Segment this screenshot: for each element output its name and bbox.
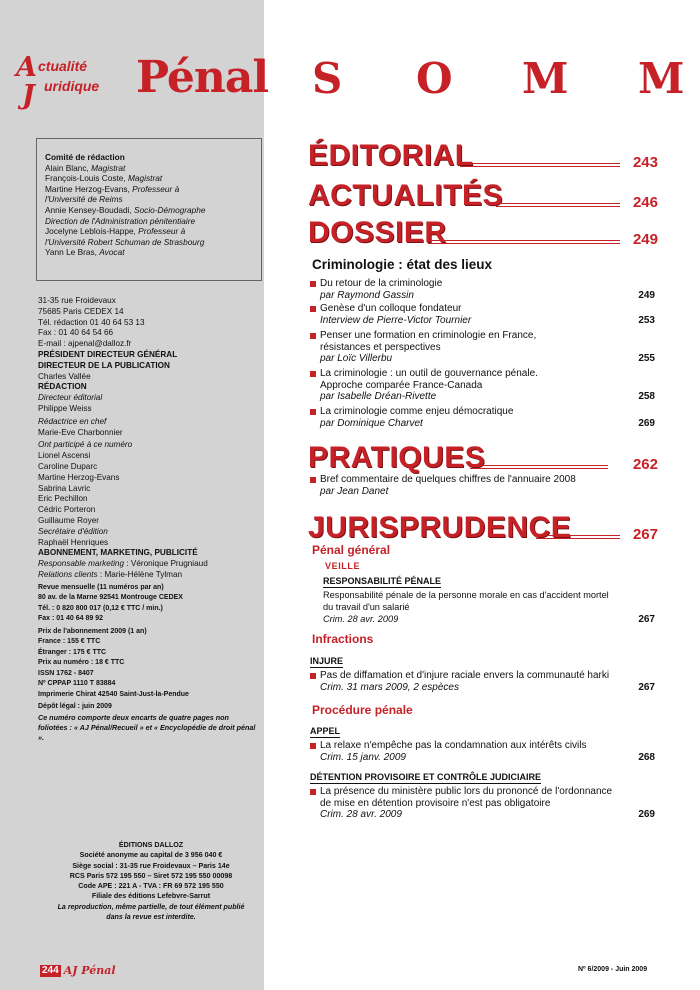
section-page: 249 xyxy=(632,231,658,248)
committee-member: l'Université Robert Schuman de Strasbourg xyxy=(45,236,205,247)
publisher-line: RCS Paris 572 195 550 – Siret 572 195 550 00098 xyxy=(69,871,233,880)
subsection-penal-general: Pénal général xyxy=(312,543,391,557)
publisher-line: Société anonyme au capital de 3 956 040 € xyxy=(79,851,223,860)
item-page: 258 xyxy=(638,391,655,403)
address-line: 75685 Paris CEDEX 14 xyxy=(38,306,124,316)
subsection-infractions: Infractions xyxy=(312,632,374,646)
dossier-title: Criminologie : état des lieux xyxy=(312,257,493,272)
staff-heading: PRÉSIDENT DIRECTEUR GÉNÉRAL xyxy=(38,349,178,359)
entry-text: La présence du ministère public lors du prononcé de l'ordonnance xyxy=(320,786,613,797)
toc-item[interactable] xyxy=(310,474,655,497)
sommaire-header xyxy=(312,54,700,114)
logo-j-letter: J xyxy=(22,80,35,111)
logo-penal: Pénal xyxy=(136,52,269,103)
item-author: par Loïc Villerbu xyxy=(320,353,393,365)
participant: Guillaume Royer xyxy=(38,515,99,525)
item-author: par Raymond Gassin xyxy=(320,289,414,301)
staff-name: Charles Vallée xyxy=(38,371,91,381)
bullet-square-icon xyxy=(310,477,316,483)
toc-entry-injure[interactable] xyxy=(310,670,655,693)
section-page: 246 xyxy=(632,194,658,211)
staff-line: Relations clients : Marie-Hélène Tylman xyxy=(38,569,183,579)
toc-section-pratiques[interactable] xyxy=(308,437,658,473)
logo-a-letter: A xyxy=(16,52,37,83)
entry-text: de mise en détention provisoire n'est pas obligatoire xyxy=(320,797,551,809)
leader-line xyxy=(536,535,620,539)
toc-entry-appel[interactable] xyxy=(310,740,655,763)
leader-line xyxy=(428,240,620,244)
item-title: Bref commentaire de quelques chiffres de l'annuaire 2008 xyxy=(320,474,576,485)
committee-member: Alain Blanc, Magistrat xyxy=(45,162,126,173)
price-line: Imprimerie Chirat 42540 Saint-Just-la-Pendue xyxy=(38,690,189,698)
section-page: 267 xyxy=(632,526,658,543)
staff-name: Philippe Weiss xyxy=(38,403,92,413)
price-line: Étranger : 175 € TTC xyxy=(38,648,107,656)
entry-page: 267 xyxy=(638,681,655,693)
page-footer-left xyxy=(40,964,116,977)
leader-line xyxy=(496,203,620,207)
toc-section-actualites[interactable] xyxy=(308,175,658,211)
section-title: PRATIQUES xyxy=(308,441,486,474)
publisher-line: ÉDITIONS DALLOZ xyxy=(118,841,184,849)
section-page: 262 xyxy=(632,456,658,473)
header-letter: S xyxy=(312,54,343,103)
sidebar xyxy=(0,0,269,990)
bullet-square-icon xyxy=(310,333,316,339)
toc-section-editorial[interactable] xyxy=(308,135,658,171)
bullet-square-icon xyxy=(310,743,316,749)
committee-member: Yann Le Bras, Avocat xyxy=(45,247,125,258)
participant: Cédric Porteron xyxy=(38,505,96,515)
subscription-line: 80 av. de la Marne 92541 Montrouge CEDEX xyxy=(38,594,183,602)
email-line: E-mail : ajpenal@dalloz.fr xyxy=(38,339,132,349)
entry-ref: Crim. 31 mars 2009, 2 espèces xyxy=(320,681,459,693)
subscription-line: Fax : 01 40 64 89 92 xyxy=(38,615,103,623)
item-page: 269 xyxy=(638,417,655,429)
staff-heading: DIRECTEUR DE LA PUBLICATION xyxy=(38,360,170,370)
entry-text: du travail d'un salarié xyxy=(323,601,410,612)
folio-number: 244 xyxy=(42,964,59,976)
entry-ref: Crim. 15 janv. 2009 xyxy=(320,751,406,763)
participant: Lionel Ascensi xyxy=(38,451,91,461)
toc-entry-detention[interactable] xyxy=(310,786,655,821)
toc-item[interactable] xyxy=(310,278,655,301)
toc-section-dossier[interactable] xyxy=(308,212,658,248)
item-author: par Dominique Charvet xyxy=(320,417,423,429)
item-page: 253 xyxy=(638,314,655,326)
journal-logo xyxy=(8,52,269,112)
entry-ref: Crim. 28 avr. 2009 xyxy=(323,613,399,624)
toc-item[interactable] xyxy=(310,368,655,403)
item-author: par Jean Danet xyxy=(320,485,389,497)
veille-label: VEILLE xyxy=(325,561,361,571)
staff-role: Rédactrice en chef xyxy=(38,416,107,426)
rubric-responsabilite: RESPONSABILITÉ PÉNALE xyxy=(323,576,442,586)
staff-role: Ont participé à ce numéro xyxy=(38,440,133,450)
entry-page: 269 xyxy=(638,809,655,821)
section-title: ÉDITORIAL xyxy=(308,139,474,172)
price-line: Prix au numéro : 18 € TTC xyxy=(38,659,125,667)
item-title: Penser une formation en criminologie en France, xyxy=(320,330,537,341)
item-page: 255 xyxy=(638,353,655,365)
item-title: La criminologie : un outil de gouvernance pénale. xyxy=(320,368,538,379)
committee-member: François-Louis Coste, Magistrat xyxy=(45,173,163,184)
rubric-injure: INJURE xyxy=(310,656,344,666)
entry-ref: Crim. 28 avr. 2009 xyxy=(320,809,402,821)
entry-text: La relaxe n'empêche pas la condamnation aux intérêts civils xyxy=(320,740,587,751)
toc-item[interactable] xyxy=(310,406,655,429)
participant: Caroline Duparc xyxy=(38,461,98,471)
publisher-line: Siège social : 31-35 rue Froidevaux – Paris 14e xyxy=(72,861,230,870)
staff-role: Secrétaire d'édition xyxy=(38,526,108,536)
subscription-line: Revue mensuelle (11 numéros par an) xyxy=(38,583,164,591)
committee-member: Annie Kensey-Boudadi, Socio-Démographe xyxy=(45,204,206,215)
header-letter: O xyxy=(416,54,453,103)
insert-note: Ce numéro comporte deux encarts de quatre pages non foliotées : « AJ Pénal/Recueil » et « Encyclopédie de droit pénal ». xyxy=(38,712,256,742)
participant: Martine Herzog-Evans xyxy=(38,472,120,482)
leader-line xyxy=(470,465,608,469)
staff-role: Directeur éditorial xyxy=(38,393,103,403)
staff-line: Responsable marketing : Véronique Prugniaud xyxy=(38,559,208,569)
committee-member: Martine Herzog-Evans, Professeur à xyxy=(45,183,180,194)
section-title: JURISPRUDENCE xyxy=(308,511,572,544)
item-author: Interview de Pierre-Victor Tournier xyxy=(320,314,472,326)
fax-line: Fax : 01 40 64 54 66 xyxy=(38,328,114,338)
item-page: 249 xyxy=(638,289,655,301)
staff-heading: ABONNEMENT, MARKETING, PUBLICITÉ xyxy=(38,548,198,558)
bullet-square-icon xyxy=(310,371,316,377)
bullet-square-icon xyxy=(310,306,316,312)
publisher-line: Code APE : 221 A - TVA : FR 69 572 195 550 xyxy=(78,882,224,891)
publisher-info xyxy=(40,840,262,922)
committee-member: Direction de l'Administration pénitentiaire xyxy=(45,215,196,226)
rubric-appel: APPEL xyxy=(310,726,341,736)
issue-number: Nº 6/2009 - Juin 2009 xyxy=(578,966,648,973)
item-author: par Isabelle Dréan-Rivette xyxy=(320,391,437,403)
footer-logo: AJ Pénal xyxy=(63,964,116,977)
committee-member: Jocelyne Leblois-Happe, Professeur à xyxy=(45,226,186,237)
item-title: Du retour de la criminologie xyxy=(320,278,443,289)
price-line: France : 155 € TTC xyxy=(38,638,101,646)
staff-heading: RÉDACTION xyxy=(38,382,87,392)
entry-text: Pas de diffamation et d'injure raciale envers la communauté harki xyxy=(320,670,610,681)
item-title: Approche comparée France-Canada xyxy=(320,379,483,391)
price-line: Prix de l'abonnement 2009 (1 an) xyxy=(38,627,147,635)
entry-page: 268 xyxy=(638,751,655,763)
entry-page: 267 xyxy=(638,613,655,625)
bullet-square-icon xyxy=(310,789,316,795)
editorial-committee xyxy=(36,138,262,281)
bullet-square-icon xyxy=(310,673,316,679)
bullet-square-icon xyxy=(310,409,316,415)
item-title: La criminologie comme enjeu démocratique xyxy=(320,406,514,417)
toc-section-jurisprudence[interactable] xyxy=(308,507,658,543)
logo-juridique: uridique xyxy=(44,78,100,94)
header-letter: M xyxy=(638,54,685,103)
item-title: Genèse d'un colloque fondateur xyxy=(320,303,462,314)
logo-actualite: ctualité xyxy=(38,58,88,74)
masthead-info xyxy=(38,296,260,743)
participant: Sabrina Lavric xyxy=(38,483,91,493)
staff-name: Marie-Eve Charbonnier xyxy=(38,427,123,437)
legal-deposit: Dépôt légal : juin 2009 xyxy=(38,703,112,711)
staff-name: Raphaël Henriques xyxy=(38,537,109,547)
subsection-procedure: Procédure pénale xyxy=(312,703,413,717)
phone-line: Tél. rédaction 01 40 64 53 13 xyxy=(38,317,145,327)
committee-member: l'Université de Reims xyxy=(45,194,123,205)
section-page: 243 xyxy=(632,154,658,171)
header-letter: M xyxy=(522,54,569,103)
committee-heading: Comité de rédaction xyxy=(45,152,125,162)
section-title: DOSSIER xyxy=(308,216,447,249)
price-line: Nº CPPAP 1110 T 83884 xyxy=(38,680,116,688)
section-title: ACTUALITÉS xyxy=(308,179,503,212)
entry-text: Responsabilité pénale de la personne morale en cas d'accident mortel xyxy=(323,590,609,600)
participant: Eric Pechillon xyxy=(38,494,88,504)
toc-entry-responsabilite[interactable] xyxy=(323,590,655,625)
price-line: ISSN 1762 - 8407 xyxy=(38,669,94,677)
subscription-line: Tél. : 0 820 800 017 (0,12 € TTC / min.) xyxy=(38,604,163,612)
toc-item[interactable] xyxy=(310,330,655,365)
bullet-square-icon xyxy=(310,281,316,287)
rubric-detention: DÉTENTION PROVISOIRE ET CONTRÔLE JUDICIAIRE xyxy=(310,772,542,782)
leader-line xyxy=(460,163,620,167)
toc-item[interactable] xyxy=(310,303,655,326)
item-title: résistances et perspectives xyxy=(320,341,441,353)
reproduction-notice: La reproduction, même partielle, de tout élément publié dans la revue est interdite. xyxy=(57,902,245,922)
address-line: 31-35 rue Froidevaux xyxy=(38,296,116,305)
publisher-line: Filiale des éditions Lefebvre-Sarrut xyxy=(91,892,211,901)
